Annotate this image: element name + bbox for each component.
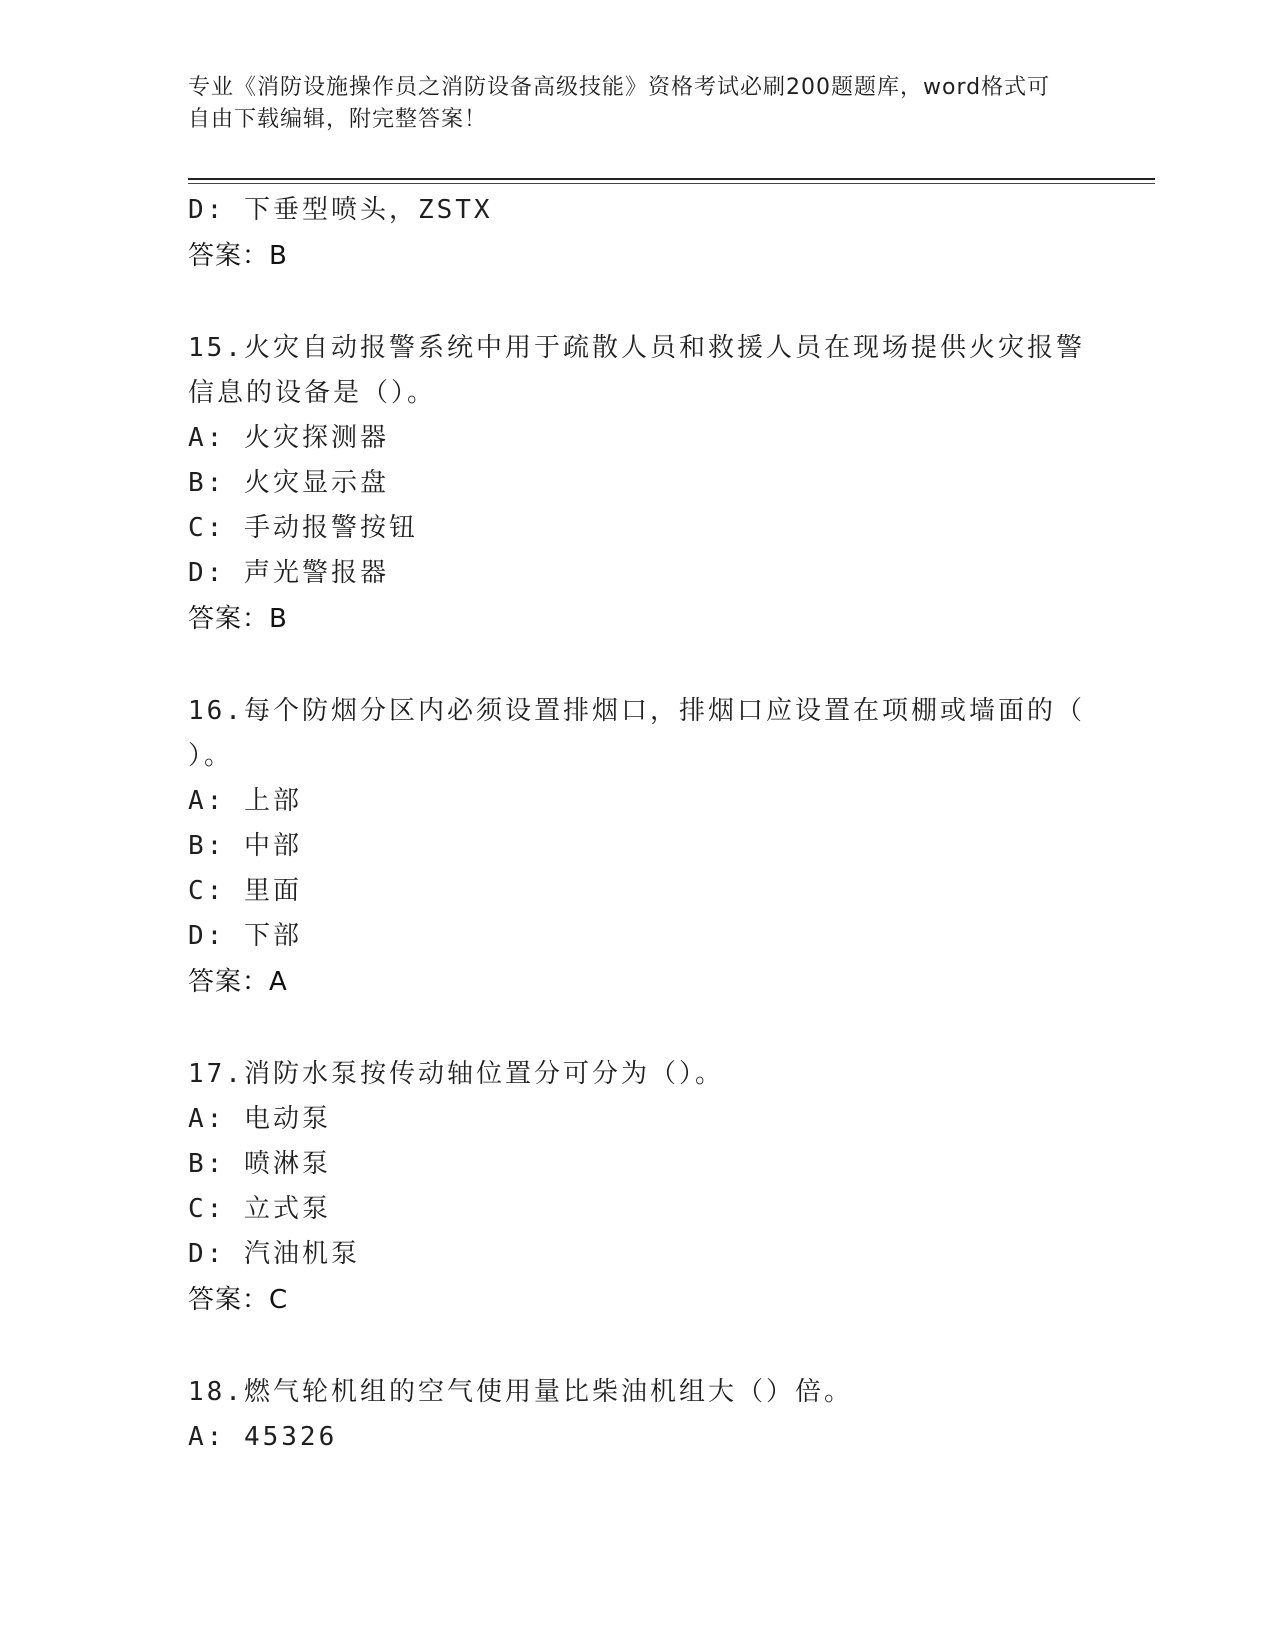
option-d: D: 汽油机泵 [188, 1239, 360, 1269]
answer-line: 答案：B [188, 604, 288, 634]
option-d: D: 下垂型喷头，ZSTX [188, 195, 493, 225]
option-b: B: 火灾显示盘 [188, 468, 389, 498]
option-d: D: 声光警报器 [188, 558, 389, 588]
question-stem-line: 16.每个防烟分区内必须设置排烟口，排烟口应设置在项棚或墙面的（ [188, 696, 1085, 726]
header-rule-thin [188, 183, 1155, 184]
question-18 [188, 1370, 1088, 1460]
header-rule-thick [188, 178, 1155, 180]
option-c: C: 里面 [188, 876, 302, 906]
question-stem-line: 15.火灾自动报警系统中用于疏散人员和救援人员在现场提供火灾报警 [188, 333, 1085, 363]
option-d: D: 下部 [188, 921, 302, 951]
question-16 [188, 689, 1088, 1006]
question-17 [188, 1052, 1088, 1324]
question-15 [188, 326, 1088, 643]
question-list [188, 188, 1088, 1460]
option-b: B: 喷淋泵 [188, 1149, 331, 1179]
question-stem-line: 18.燃气轮机组的空气使用量比柴油机组大（）倍。 [188, 1377, 853, 1407]
document-header: 专业《消防设施操作员之消防设备高级技能》资格考试必刷200题题库，word格式可自由下载编辑，附完整答案！ [188, 75, 1051, 132]
answer-line: 答案：A [188, 967, 288, 997]
question-stem-line: 信息的设备是（）。 [188, 378, 437, 408]
answer-line: 答案：C [188, 1285, 289, 1315]
option-c: C: 立式泵 [188, 1194, 331, 1224]
option-a: A: 电动泵 [188, 1104, 331, 1134]
option-a: A: 45326 [188, 1422, 338, 1452]
option-c: C: 手动报警按钮 [188, 513, 418, 543]
answer-line: 答案：B [188, 241, 288, 271]
question-stem-line: ）。 [188, 741, 234, 771]
question-stem-line: 17.消防水泵按传动轴位置分可分为（）。 [188, 1059, 724, 1089]
option-b: B: 中部 [188, 831, 302, 861]
option-a: A: 火灾探测器 [188, 423, 389, 453]
option-a: A: 上部 [188, 786, 302, 816]
